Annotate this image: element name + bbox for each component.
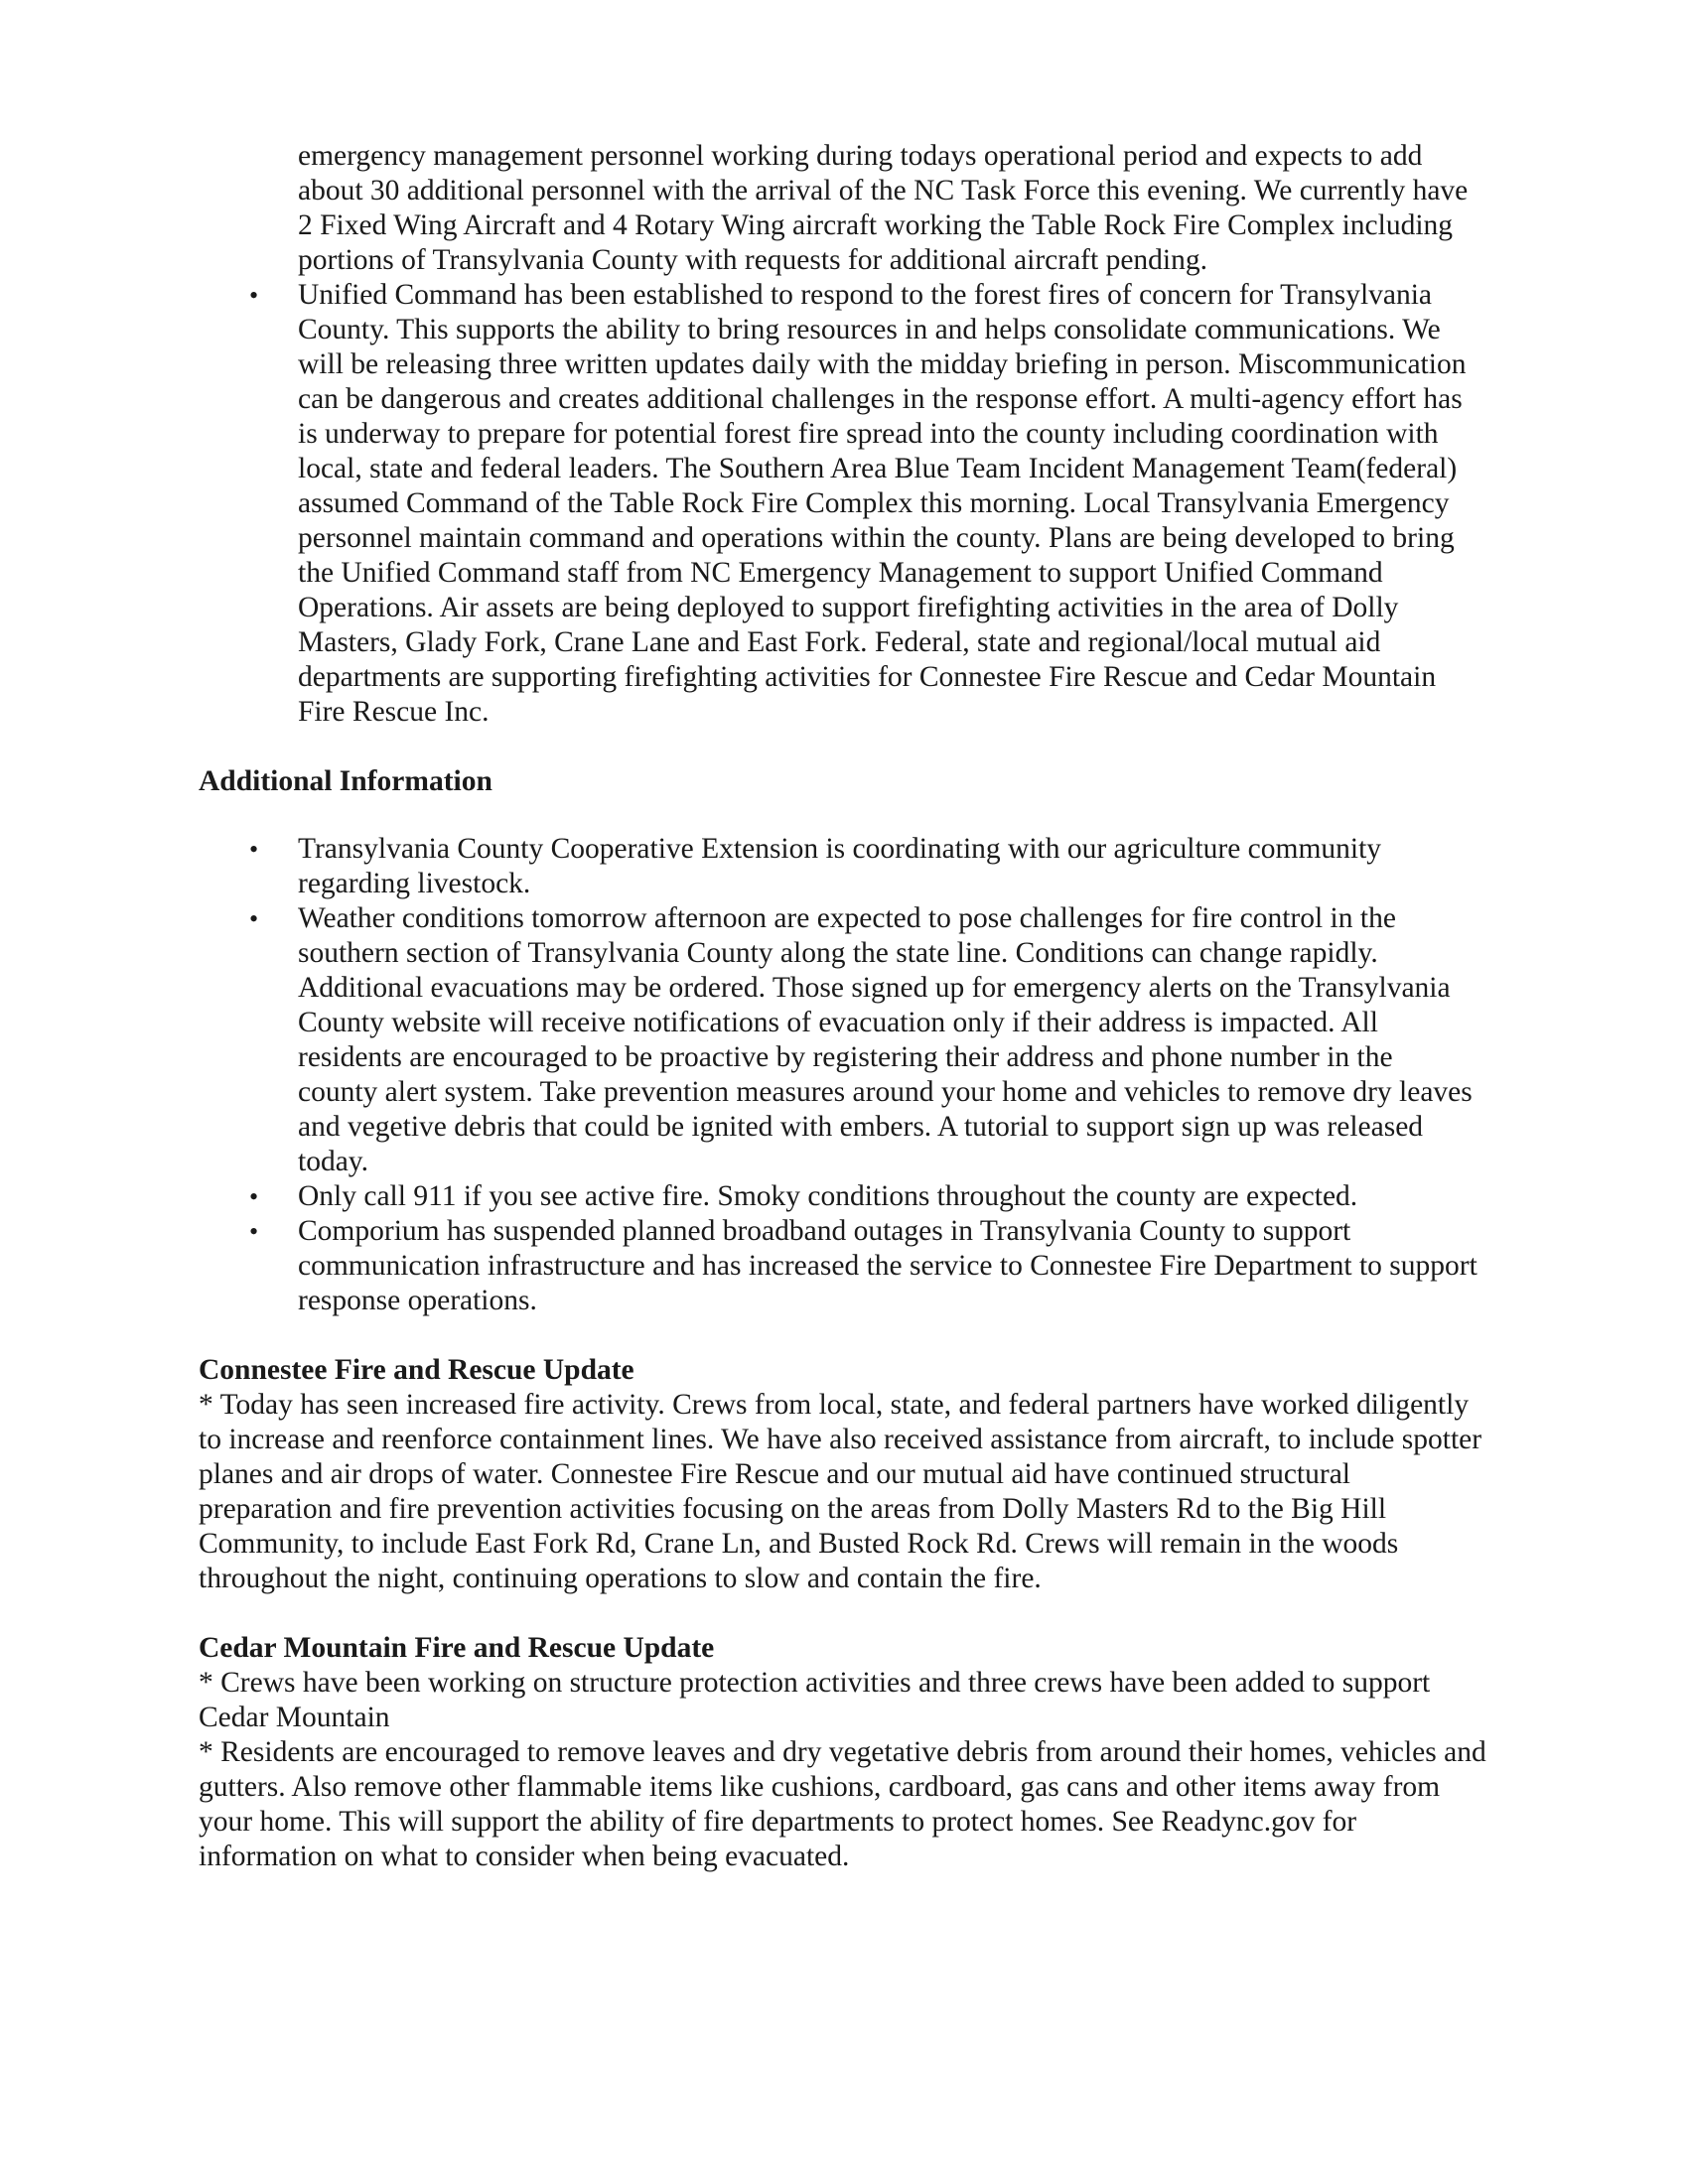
bullet-icon: •	[249, 281, 259, 310]
additional-info-list	[199, 832, 1499, 1318]
cedar-mountain-heading: Cedar Mountain Fire and Rescue Update	[199, 1632, 715, 1664]
connestee-paragraph: * Today has seen increased fire activity. Crews from local, state, and federal partners have worked diligently to increase and reenforce containment lines. We have also received assistance from aircraft, to include spotter planes and air drops of water. Connestee Fire Rescue and our mutual aid have continued structural preparation and fire prevention activities focusing on the areas from Dolly Masters Rd to the Big Hill Community, to include East Fork Rd, Crane Ln, and Busted Rock Rd. Crews will remain in the woods throughout the night, continuing operations to slow and contain the fire.	[199, 1389, 1482, 1594]
bullet-icon: •	[249, 904, 259, 933]
list-item-text: Unified Command has been established to respond to the forest fires of concern for Transylvania County. This supports the ability to bring resources in and helps consolidate communications. We will be releasing three written updates daily with the midday briefing in person. Miscommunication can be dangerous and creates additional challenges in the response effort. A multi-agency effort has is underway to prepare for potential forest fire spread into the county including coordination with local, state and federal leaders. The Southern Area Blue Team Incident Management Team(federal) assumed Command of the Table Rock Fire Complex this morning. Local Transylvania Emergency personnel maintain command and operations within the county. Plans are being developed to bring the Unified Command staff from NC Emergency Management to support Unified Command Operations. Air assets are being deployed to support firefighting activities in the area of Dolly Masters, Glady Fork, Crane Lane and East Fork. Federal, state and regional/local mutual aid departments are supporting firefighting activities for Connestee Fire Rescue and Cedar Mountain Fire Rescue Inc.	[298, 279, 1467, 728]
list-item-text: Comporium has suspended planned broadband outages in Transylvania County to support communication infrastructure and has increased the service to Connestee Fire Department to support response operations.	[298, 1215, 1477, 1316]
list-item-text: Transylvania County Cooperative Extension is coordinating with our agriculture community regarding livestock.	[298, 833, 1382, 899]
bullet-continuation: emergency management personnel working during todays operational period and expects to add about 30 additional personnel with the arrival of the NC Task Force this evening. We currently have 2 Fixed Wing Aircraft and 4 Rotary Wing aircraft working the Table Rock Fire Complex including portions of Transylvania County with requests for additional aircraft pending.	[298, 140, 1469, 276]
list-item	[199, 1214, 1499, 1318]
list-item	[199, 832, 1499, 901]
list-item	[199, 901, 1499, 1179]
bullet-icon: •	[249, 835, 259, 864]
connestee-heading: Connestee Fire and Rescue Update	[199, 1354, 634, 1386]
top-bullet-list	[199, 278, 1499, 730]
document-page	[199, 139, 1499, 1874]
cedar-mountain-paragraph: * Residents are encouraged to remove leaves and dry vegetative debris from around their homes, vehicles and gutters. Also remove other flammable items like cushions, cardboard, gas cans and other items away from your home. This will support the ability of fire departments to protect homes. See Readync.gov for information on what to consider when being evacuated.	[199, 1736, 1486, 1872]
additional-info-heading: Additional Information	[199, 765, 492, 797]
list-item	[199, 278, 1499, 730]
bullet-icon: •	[249, 1217, 259, 1246]
list-item-text: Only call 911 if you see active fire. Smoky conditions throughout the county are expected.	[298, 1180, 1358, 1212]
cedar-mountain-paragraph: * Crews have been working on structure protection activities and three crews have been added to support Cedar Mountain	[199, 1667, 1431, 1733]
bullet-icon: •	[249, 1182, 259, 1211]
list-item	[199, 1179, 1499, 1214]
list-item-text: Weather conditions tomorrow afternoon are expected to pose challenges for fire control in the southern section of Transylvania County along the state line. Conditions can change rapidly. Additional evacuations may be ordered. Those signed up for emergency alerts on the Transylvania County website will receive notifications of evacuation only if their address is impacted. All residents are encouraged to be proactive by registering their address and phone number in the county alert system. Take prevention measures around your home and vehicles to remove dry leaves and vegetive debris that could be ignited with embers. A tutorial to support sign up was released today.	[298, 902, 1473, 1177]
